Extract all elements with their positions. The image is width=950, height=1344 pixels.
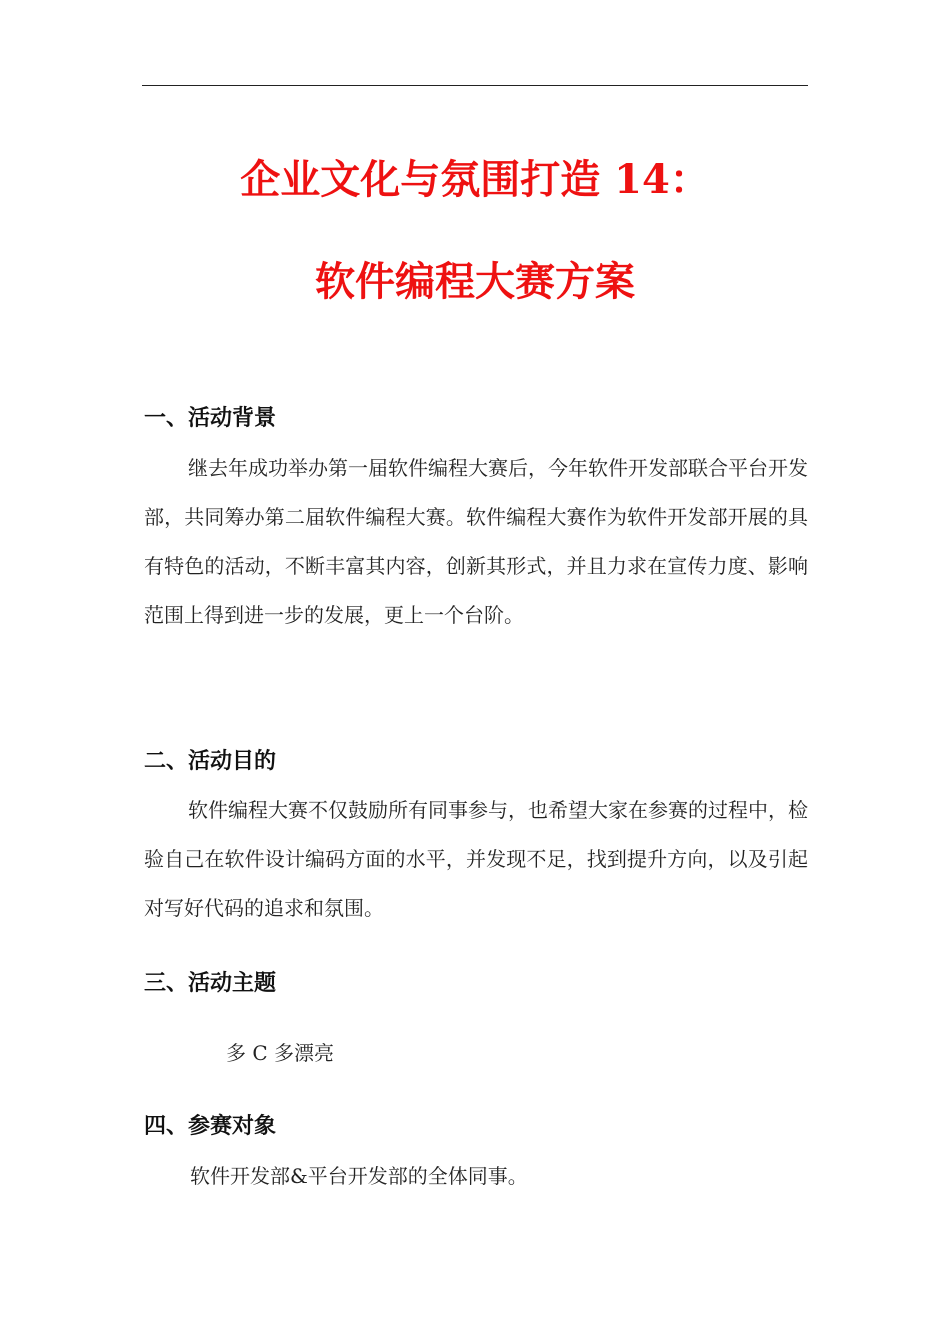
- section-body-theme: 多 C 多漂亮: [226, 1041, 335, 1065]
- section-heading-background: 一、活动背景: [144, 406, 277, 431]
- document-title-line-1: 企业文化与氛围打造 14：: [240, 156, 710, 203]
- section-heading-participants: 四、参赛对象: [144, 1114, 277, 1139]
- document-title-line-2: 软件编程大赛方案: [315, 258, 635, 305]
- section-heading-purpose: 二、活动目的: [144, 749, 277, 774]
- section-body-purpose: 软件编程大赛不仅鼓励所有同事参与，也希望大家在参赛的过程中，检验自己在软件设计编码方面的水平，并发现不足，找到提升方向，以及引起对写好代码的追求和氛围。: [144, 798, 808, 920]
- section-heading-theme: 三、活动主题: [144, 971, 277, 996]
- header-rule: [142, 85, 808, 86]
- section-body-participants: 软件开发部&平台开发部的全体同事。: [190, 1164, 528, 1188]
- section-body-background: 继去年成功举办第一届软件编程大赛后，今年软件开发部联合平台开发部，共同筹办第二届软件编程大赛。软件编程大赛作为软件开发部开展的具有特色的活动，不断丰富其内容，创新其形式，并且力求在宣传力度、影响范围上得到进一步的发展，更上一个台阶。: [144, 456, 808, 627]
